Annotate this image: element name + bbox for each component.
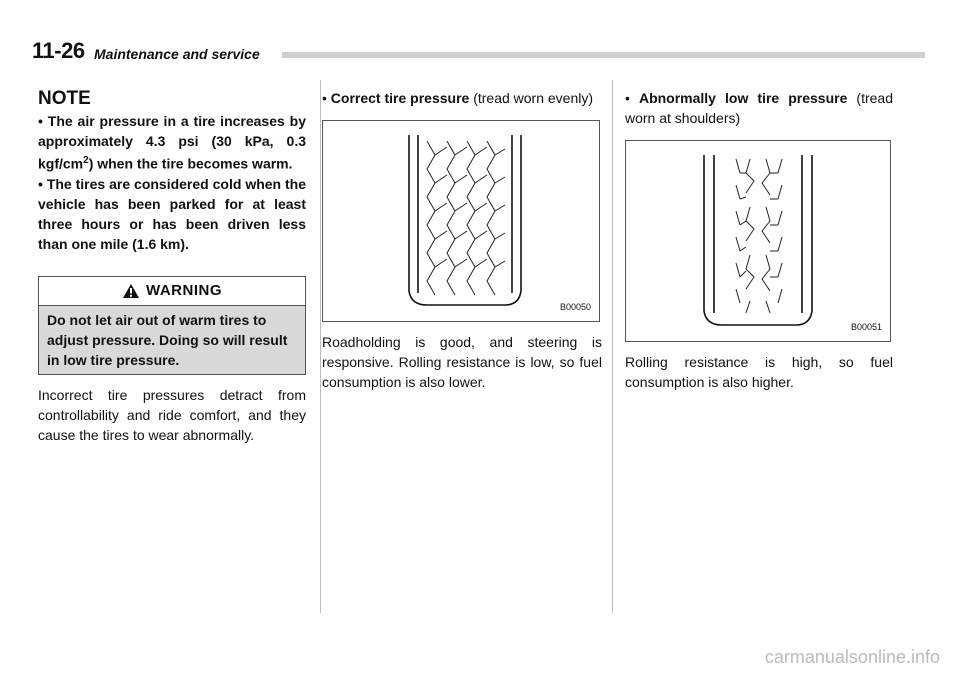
section-title: Maintenance and service xyxy=(94,46,260,62)
right-column xyxy=(625,88,893,392)
bullet: • xyxy=(38,175,43,192)
column-divider xyxy=(612,80,613,613)
note-item-text: ) when the tire becomes warm. xyxy=(88,155,293,172)
note-item-text: The tires are considered cold when the vehicle has been parked for at least three hours or has been driven less than one mile (1.6 km). xyxy=(38,175,307,252)
bullet: • xyxy=(625,90,630,106)
bullet: • xyxy=(322,90,327,106)
body-paragraph: Roadholding is good, and steering is responsive. Rolling resistance is low, so fuel consumption is also lower. xyxy=(322,334,602,390)
warning-box xyxy=(38,276,306,375)
warning-header xyxy=(39,277,305,306)
section-heading xyxy=(625,88,893,128)
heading-bold: Correct tire pressure xyxy=(330,90,470,106)
tire-tread-illustration xyxy=(323,121,599,321)
tire-tread-illustration xyxy=(626,141,890,341)
bullet: • xyxy=(38,113,43,129)
page-header xyxy=(32,38,892,62)
body-paragraph: Rolling resistance is high, so fuel consumption is also higher. xyxy=(625,354,893,390)
heading-rest: (tread worn at shoulders) xyxy=(625,90,893,126)
warning-triangle-icon xyxy=(122,283,140,299)
note-item xyxy=(38,111,306,174)
figure-code: B00051 xyxy=(850,322,882,332)
note-item xyxy=(38,174,306,254)
tire-figure-shoulder-wear xyxy=(625,140,891,342)
column-divider xyxy=(320,80,321,613)
middle-column xyxy=(322,88,602,392)
page-number: 11-26 xyxy=(32,38,85,63)
figure-code: B00050 xyxy=(559,302,591,312)
warning-body: Do not let air out of warm tires to adjust pressure. Doing so will result in low tire pressure. xyxy=(39,306,305,374)
watermark: carmanualsonline.info xyxy=(764,647,940,667)
warning-title: WARNING xyxy=(146,281,222,299)
header-rule xyxy=(282,52,925,58)
left-column xyxy=(38,88,306,445)
heading-rest: (tread worn evenly) xyxy=(469,90,594,106)
section-heading xyxy=(322,88,602,108)
tire-figure-even-wear xyxy=(322,120,600,322)
note-title: NOTE xyxy=(38,88,91,109)
note-item-text: The air pressure in a tire increases by approximately 4.3 psi (30 kPa, 0.3 kgf/cm xyxy=(38,113,307,172)
body-paragraph: Incorrect tire pressures detract from controllability and ride comfort, and they cause the tires to wear abnormally. xyxy=(38,386,306,443)
superscript: 2 xyxy=(83,155,89,166)
heading-bold: Abnormally low tire pressure xyxy=(638,90,848,106)
